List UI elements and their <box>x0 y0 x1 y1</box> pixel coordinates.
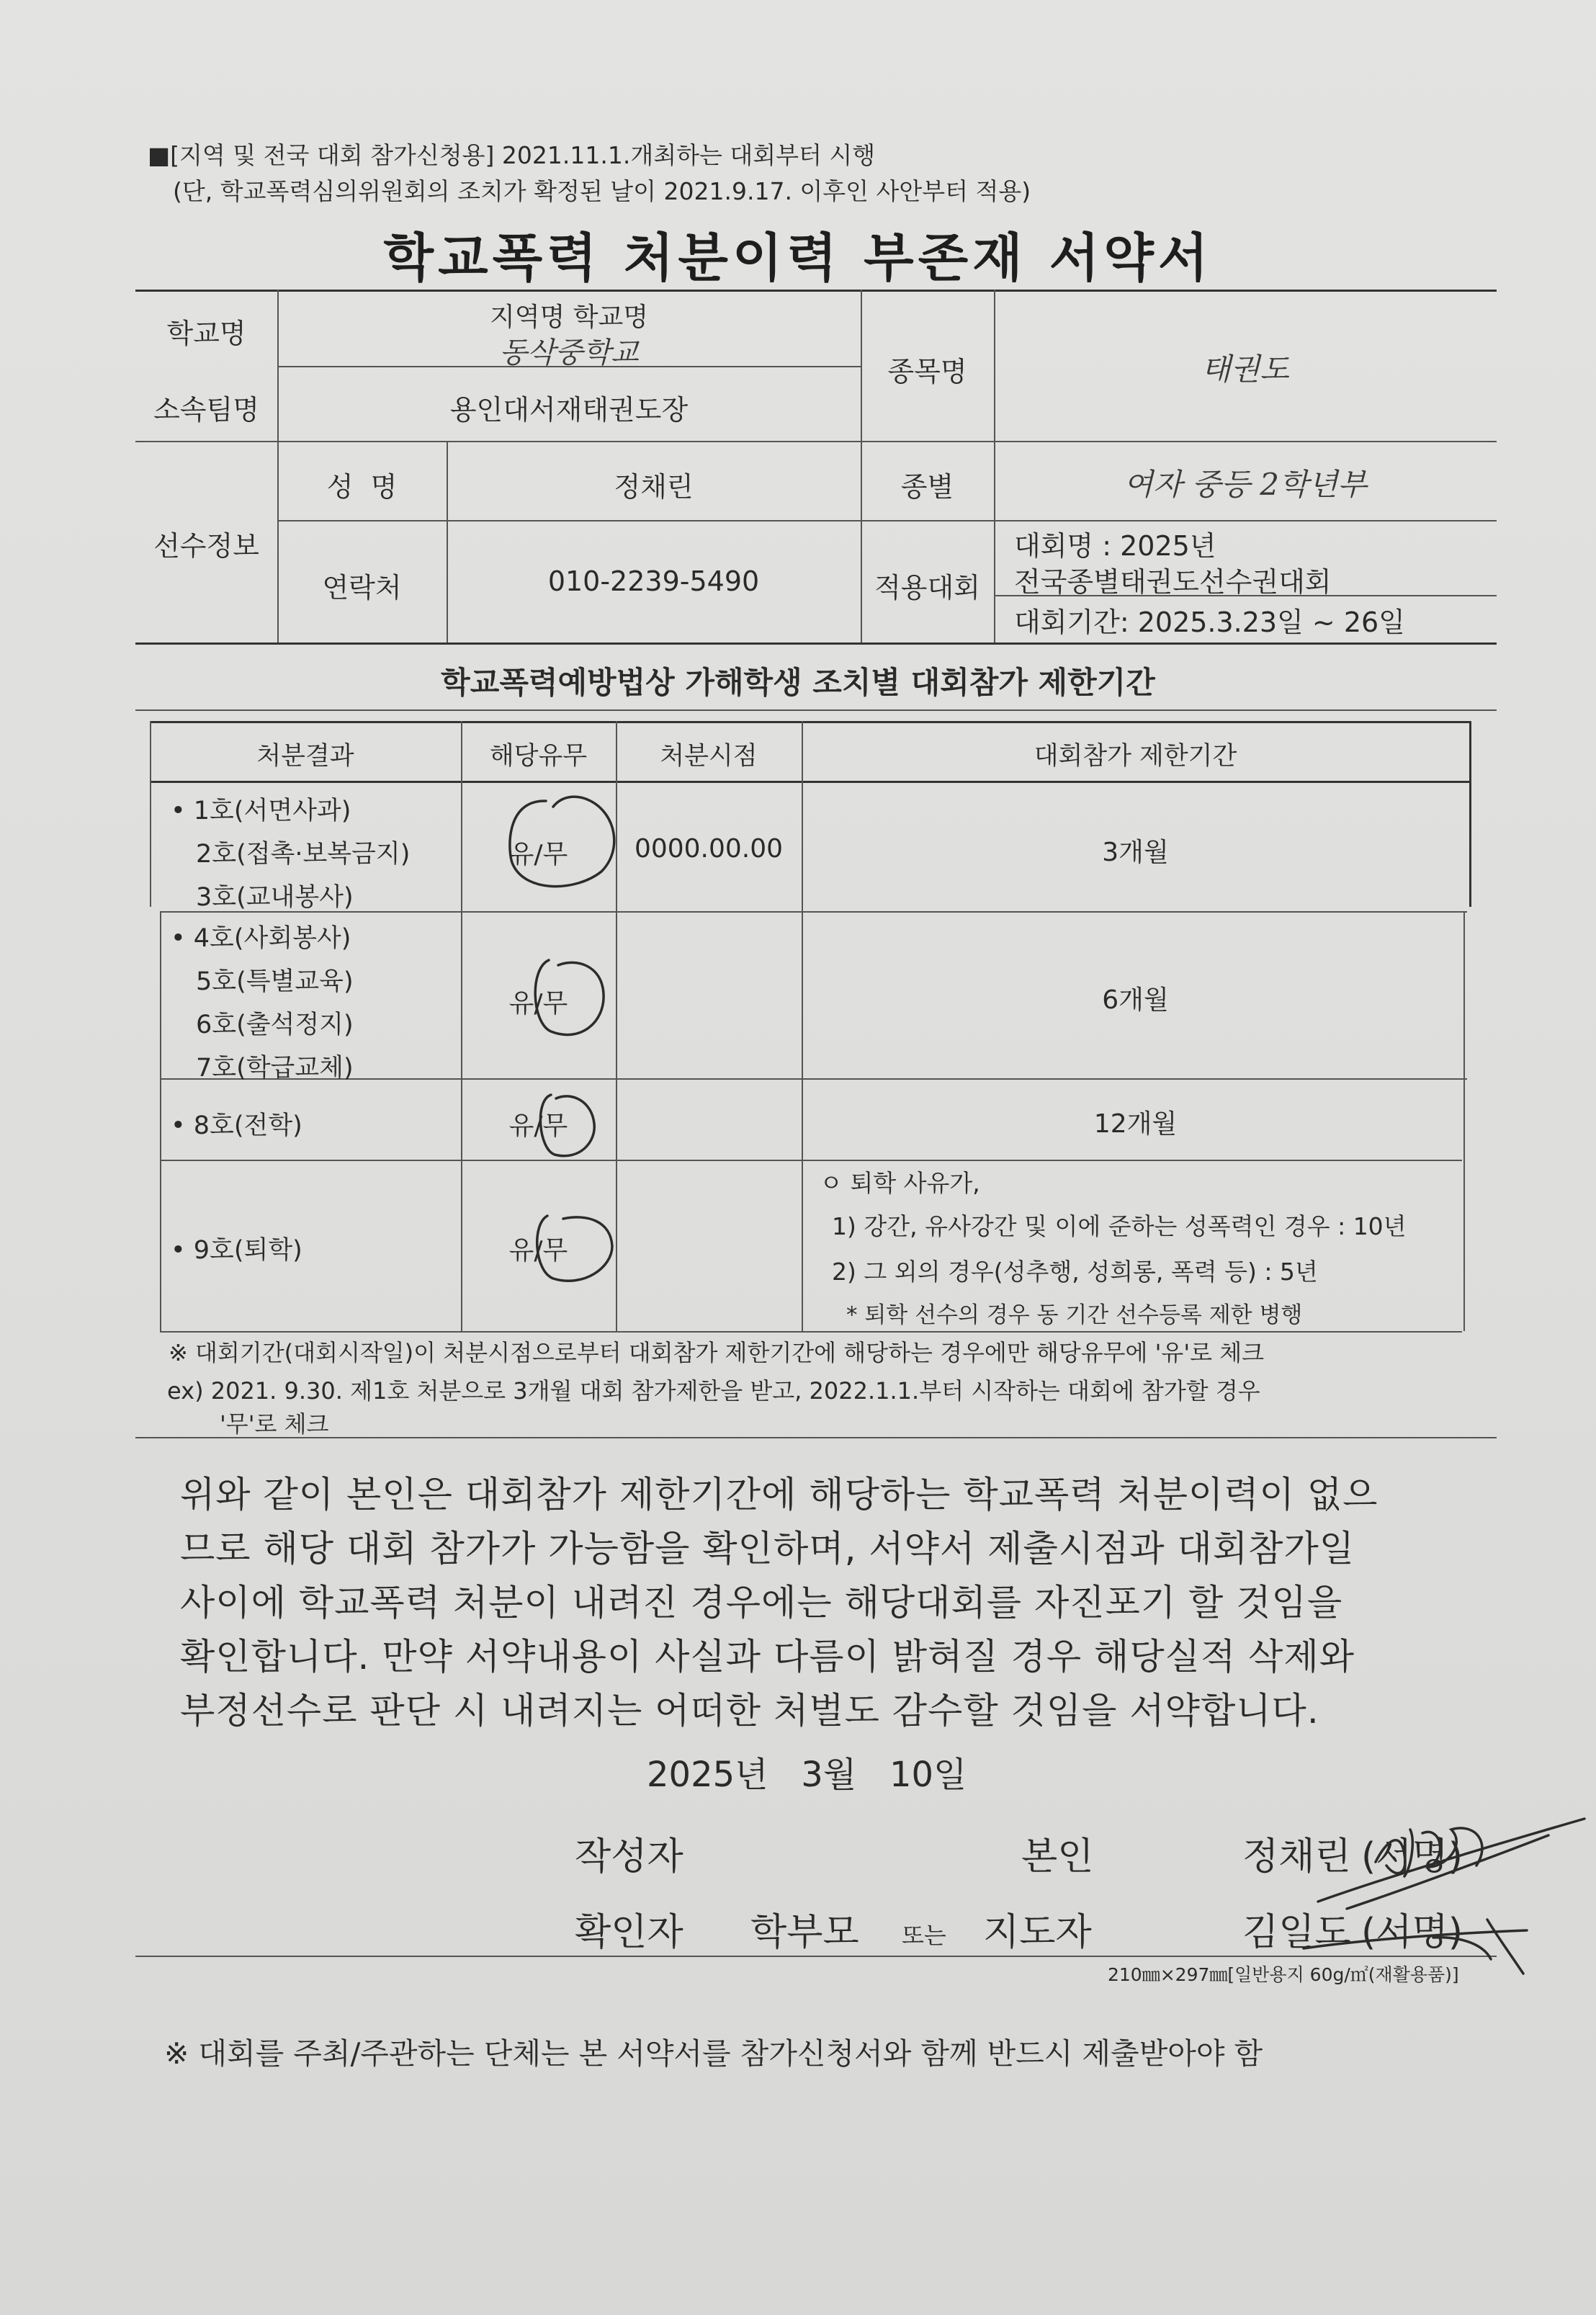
restriction-table-header-border <box>150 781 1471 783</box>
pledge-line: 확인합니다. 만약 서약내용이 사실과 다름이 밝혀질 경우 해당실적 삭제와 <box>180 1636 1355 1678</box>
competition-name-line1: 대회명 : 2025년 <box>1014 530 1216 562</box>
team-label: 소속팀명 <box>153 394 259 426</box>
measure-line: • 4호(사회봉사) <box>171 924 351 953</box>
pledge-date: 2025년 3월 10일 <box>647 1755 967 1795</box>
measure-line: 3호(교내봉사) <box>196 883 354 912</box>
pledge-line: 부정선수로 판단 시 내려지는 어떠한 처벌도 감수할 것임을 서약합니다. <box>180 1690 1319 1732</box>
applicable-value: 유/무 <box>508 840 568 869</box>
measure-line: • 8호(전학) <box>171 1111 302 1140</box>
confirmer-or: 또는 <box>902 1922 946 1949</box>
applicable-value: 유/무 <box>508 1236 568 1266</box>
writer-label: 작성자 <box>575 1835 683 1879</box>
school-label: 학교명 <box>166 318 246 349</box>
contact-value: 010-2239-5490 <box>547 565 760 597</box>
header-line-2: (단, 학교폭력심의위원회의 조치가 확정된 날이 2021.9.17. 이후인 사안부터 적용) <box>173 177 1031 205</box>
section-title: 학교폭력예방법상 가해학생 조치별 대회참가 제한기간 <box>441 665 1155 700</box>
restriction-table-top-border <box>150 721 1471 723</box>
section-divider <box>135 709 1497 711</box>
note-check-rule: ※ 대회기간(대회시작일)이 처분시점으로부터 대회참가 제한기간에 해당하는 경우에만 해당유무에 '유'로 체크 <box>169 1339 1265 1366</box>
restriction-period-value: 6개월 <box>1102 985 1169 1015</box>
school-value: 동삭중학교 <box>499 336 639 370</box>
name-label: 성 명 <box>326 471 398 503</box>
confirmer-role-coach: 지도자 <box>983 1911 1092 1954</box>
document-title: 학교폭력 처분이력 부존재 서약서 <box>383 228 1213 288</box>
note-example-cont: '무'로 체크 <box>220 1410 329 1438</box>
measure-date-value: 0000.00.00 <box>634 834 784 864</box>
team-value: 용인대서재태권도장 <box>449 394 689 426</box>
competition-name-line2: 전국종별태권도선수권대회 <box>1014 566 1332 598</box>
note-example: ex) 2021. 9.30. 제1호 처분으로 3개월 대회 참가제한을 받고, 2022.1.1.부터 시작하는 대회에 참가할 경우 <box>167 1377 1260 1405</box>
pledge-line: 위와 같이 본인은 대회참가 제한기간에 해당하는 학교폭력 처분이력이 없으 <box>180 1474 1378 1515</box>
restriction-table-divider <box>802 721 803 1331</box>
confirmer-label: 확인자 <box>575 1911 683 1954</box>
header-line-1: ■[지역 및 전국 대회 참가신청용] 2021.11.1.개최하는 대회부터 시행 <box>148 141 876 169</box>
pledge-line: 사이에 학교폭력 처분이 내려진 경우에는 해당대회를 자진포기 할 것임을 <box>180 1582 1343 1624</box>
footer-note: ※ 대회를 주최/주관하는 단체는 본 서약서를 참가신청서와 함께 반드시 제출받아야 함 <box>164 2036 1263 2071</box>
contact-label: 연락처 <box>322 572 402 604</box>
restriction-table-divider <box>160 911 1467 913</box>
expulsion-note-line: * 퇴학 선수의 경우 동 기간 선수등록 제한 병행 <box>846 1302 1303 1328</box>
school-hint: 지역명 학교명 <box>489 303 649 332</box>
header-measure-date: 처분시점 <box>660 742 758 771</box>
writer-name: 정채린 <box>1242 1835 1351 1879</box>
expulsion-note-line: 2) 그 외의 경우(성추행, 성희롱, 폭력 등) : 5년 <box>832 1258 1318 1286</box>
name-value: 정채린 <box>614 471 694 503</box>
category-label: 종별 <box>900 471 954 503</box>
measure-line: 6호(출석정지) <box>196 1011 354 1039</box>
athlete-info-label: 선수정보 <box>153 530 259 562</box>
event-label: 종목명 <box>887 356 967 388</box>
restriction-period-value: 12개월 <box>1093 1109 1178 1139</box>
restriction-period-value: 3개월 <box>1102 838 1169 867</box>
info-divider <box>135 441 1497 442</box>
expulsion-note-line: 1) 강간, 유사강간 및 이에 준하는 성폭력인 경우 : 10년 <box>832 1212 1407 1240</box>
header-restriction-period: 대회참가 제한기간 <box>1034 742 1237 771</box>
header-measure: 처분결과 <box>256 742 354 771</box>
measure-line: • 9호(퇴학) <box>171 1236 302 1265</box>
restriction-table-divider <box>160 1078 1467 1080</box>
confirmer-name: 김일도 <box>1242 1911 1351 1954</box>
writer-sign-label: (서명) <box>1361 1835 1463 1879</box>
restriction-table-divider <box>160 911 161 1331</box>
applicable-value: 유/무 <box>508 989 568 1018</box>
paper-spec: 210㎜×297㎜[일반용지 60g/㎡(재활용품)] <box>1108 1964 1459 1985</box>
measure-line: 2호(접촉·보복금지) <box>196 840 411 869</box>
restriction-table-divider <box>616 721 617 1331</box>
event-value: 태권도 <box>1201 351 1289 387</box>
measure-line: • 1호(서면사과) <box>171 797 351 825</box>
restriction-table-divider <box>1469 721 1471 907</box>
measure-line: 5호(특별교육) <box>196 967 354 996</box>
measure-line: 7호(학급교체) <box>196 1054 354 1083</box>
restriction-table-bottom-border <box>160 1331 1462 1333</box>
expulsion-note-line: ㅇ 퇴학 사유가, <box>820 1169 980 1197</box>
info-divider <box>277 520 1497 521</box>
confirmer-sign-label: (서명) <box>1361 1911 1463 1954</box>
category-value: 여자 중등 2학년부 <box>1124 467 1367 502</box>
writer-role: 본인 <box>1021 1835 1094 1879</box>
info-table-bottom-border <box>135 642 1497 645</box>
competition-label: 적용대회 <box>874 572 980 604</box>
info-table-top-border <box>135 290 1497 292</box>
confirmer-role-parent: 학부모 <box>750 1911 859 1954</box>
pledge-line: 므로 해당 대회 참가가 가능함을 확인하며, 서약서 제출시점과 대회참가일 <box>180 1528 1355 1570</box>
applicable-value: 유/무 <box>508 1111 568 1141</box>
restriction-table-divider <box>160 1160 1462 1161</box>
competition-period: 대회기간: 2025.3.23일 ~ 26일 <box>1014 606 1405 638</box>
info-divider <box>994 595 1497 596</box>
notes-divider <box>135 1437 1497 1438</box>
signature-divider <box>135 1956 1497 1957</box>
header-applicable: 해당유무 <box>489 742 588 771</box>
